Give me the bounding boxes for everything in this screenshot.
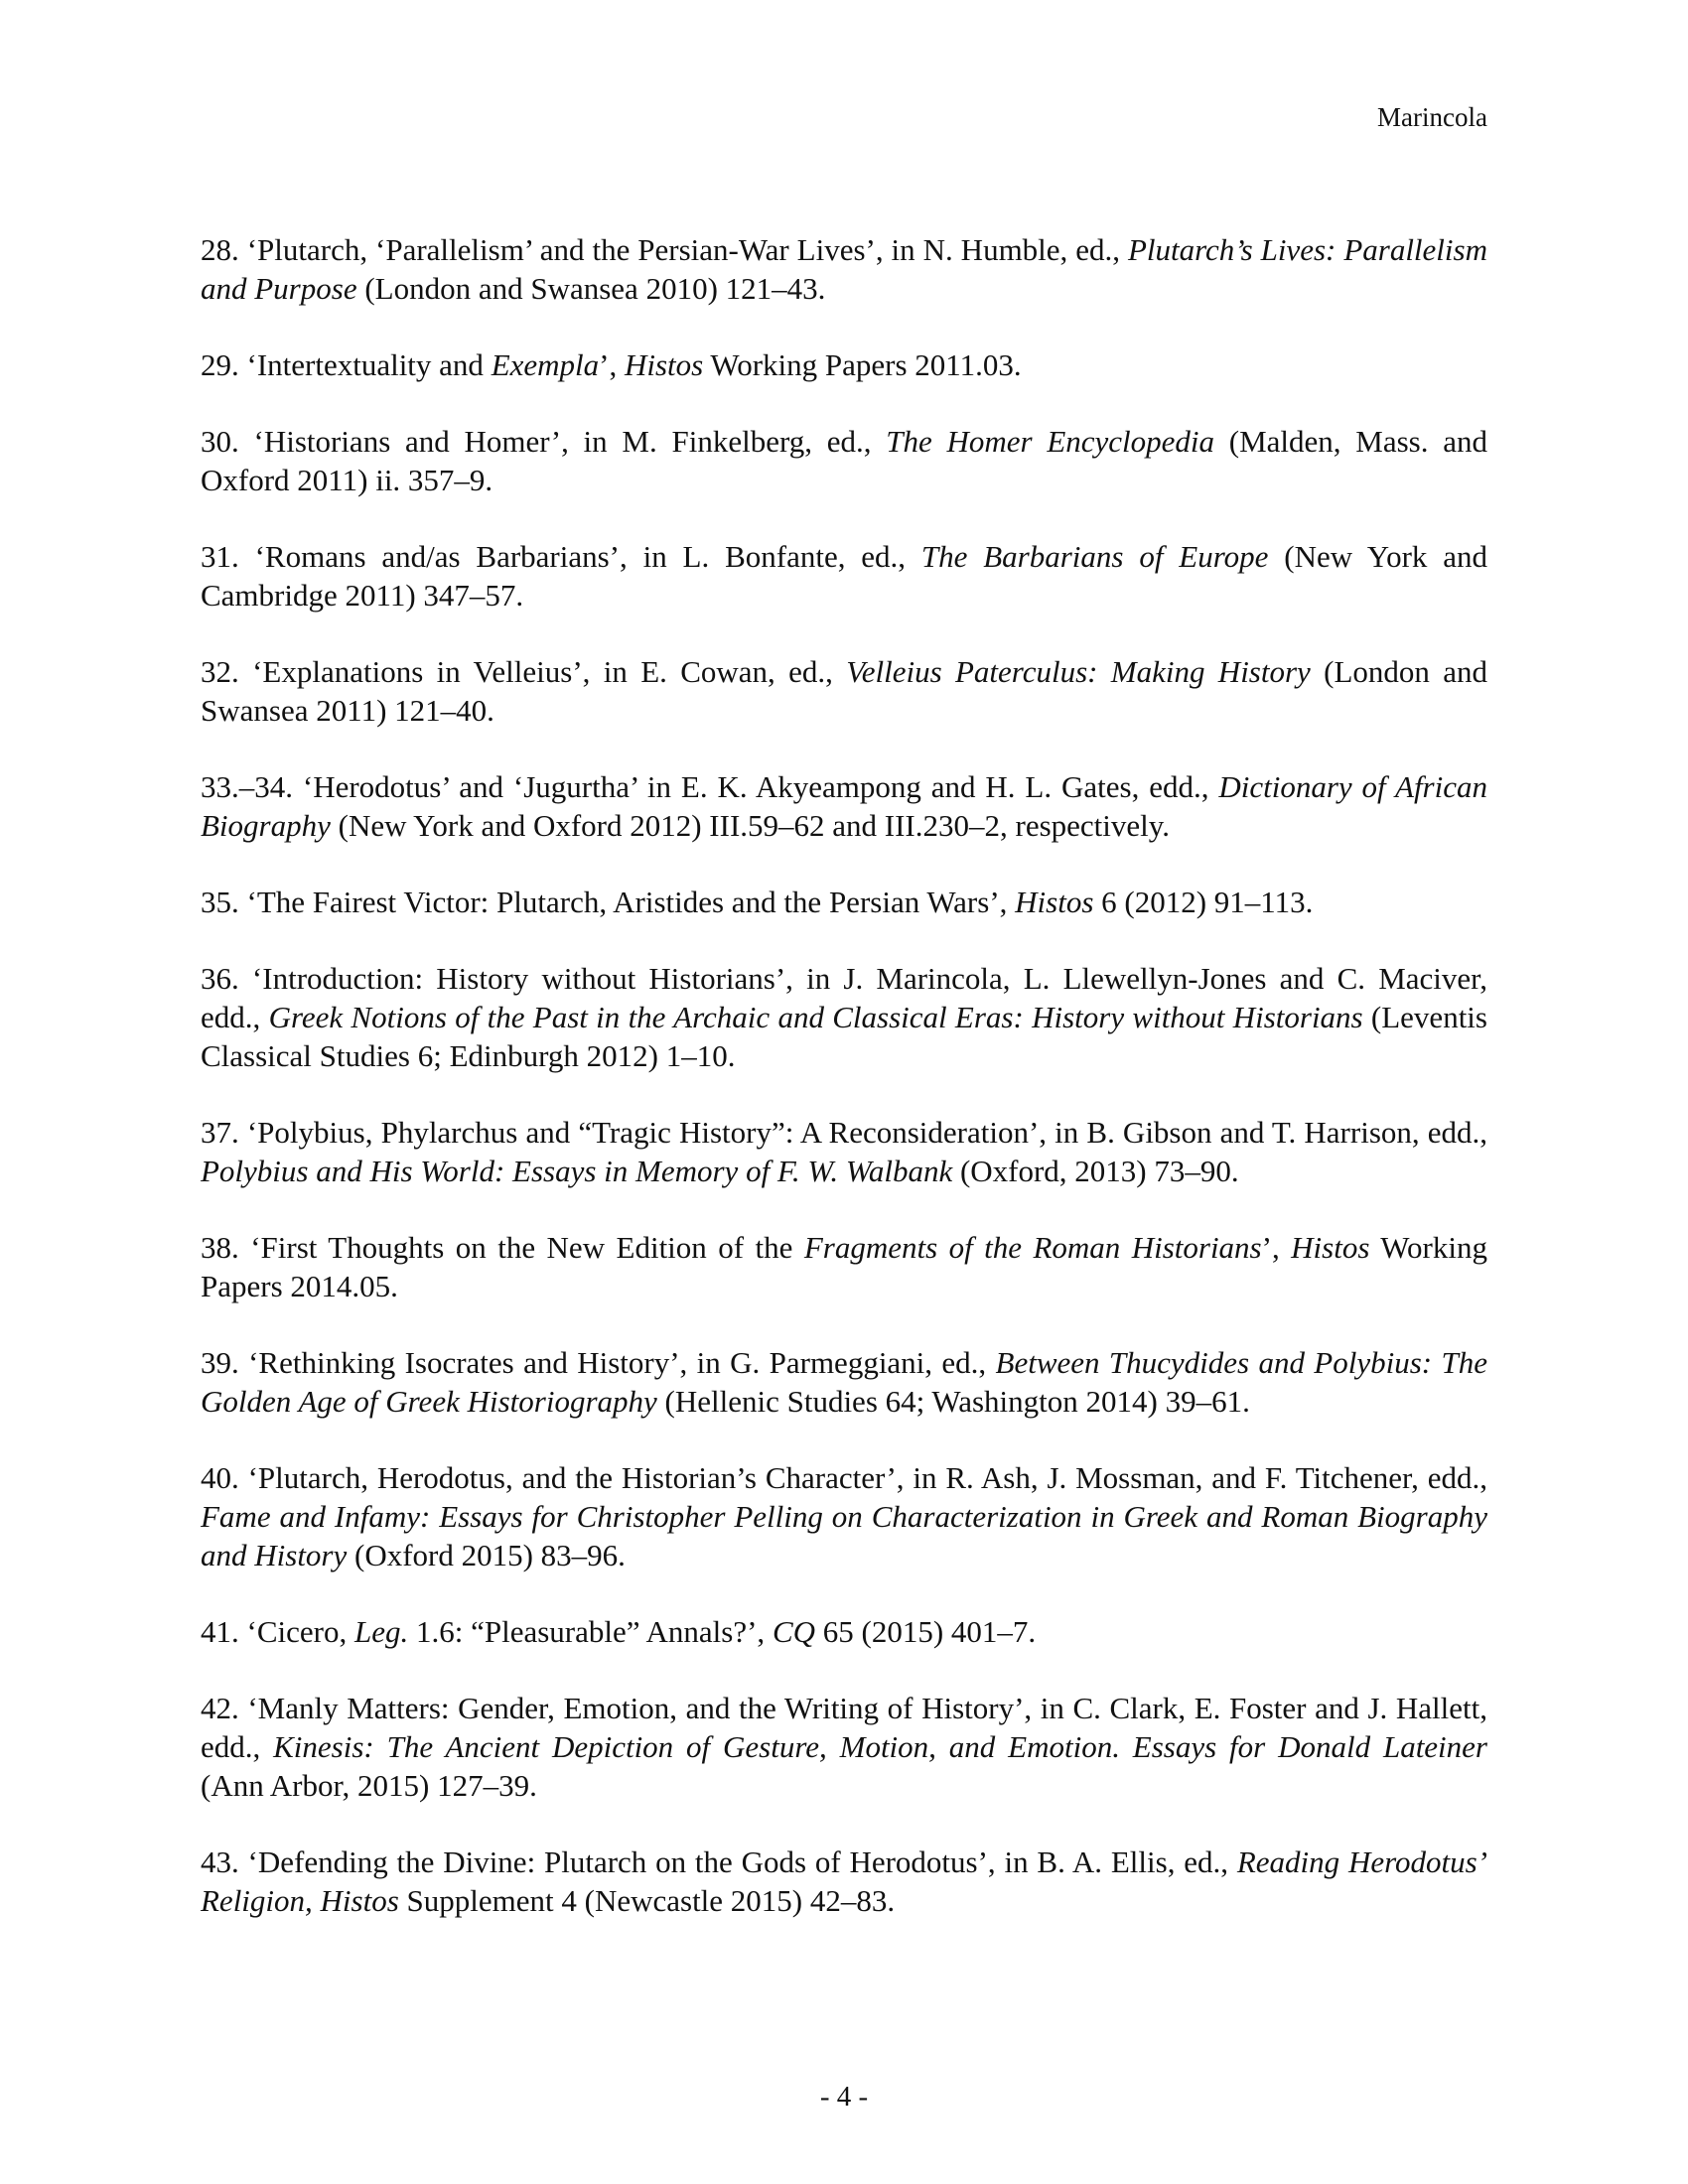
entry-italic-title: CQ: [772, 1614, 816, 1649]
running-header-author: Marincola: [1377, 102, 1487, 132]
entry-italic-title: Exempla: [491, 347, 600, 382]
bibliography-entry: [201, 422, 1487, 499]
entry-text: 37. ‘Polybius, Phylarchus and “Tragic History”: A Reconsideration’, in B. Gibson and T. Harrison, edd.,: [201, 1115, 1487, 1150]
entry-italic-title: Histos: [624, 347, 704, 382]
entry-text: 39. ‘Rethinking Isocrates and History’, in G. Parmeggiani, ed.,: [201, 1345, 996, 1380]
entry-italic-title: Polybius and His World: Essays in Memory of F. W. Walbank: [201, 1154, 953, 1188]
bibliography-entry: [201, 1228, 1487, 1305]
bibliography-entry: [201, 345, 1487, 384]
entry-text: 33.–34. ‘Herodotus’ and ‘Jugurtha’ in E. K. Akyeampong and H. L. Gates, edd.,: [201, 769, 1219, 804]
entry-text: 36. ‘Introduction: History without Historians’, in J. Marincola, L. Llewellyn-Jones and C. Maciver, edd.,: [201, 961, 1487, 1034]
bibliography-entry: [201, 883, 1487, 921]
entry-text: 38. ‘First Thoughts on the New Edition of the: [201, 1230, 804, 1265]
entry-text: 40. ‘Plutarch, Herodotus, and the Historian’s Character’, in R. Ash, J. Mossman, and F. Titchener, edd.,: [201, 1460, 1487, 1495]
entry-italic-title: Dictionary of African Biography: [201, 769, 1487, 843]
entry-italic-title: Plutarch’s Lives: Parallelism and Purpose: [201, 232, 1487, 306]
bibliography-list: [201, 230, 1487, 1958]
bibliography-entry: [201, 537, 1487, 614]
entry-italic-title: Fragments of the Roman Historians: [803, 1230, 1262, 1265]
bibliography-entry: [201, 1843, 1487, 1920]
entry-text: 31. ‘Romans and/as Barbarians’, in L. Bonfante, ed.,: [201, 539, 921, 574]
entry-italic-title: Leg.: [353, 1614, 409, 1649]
entry-text: 1.6: “Pleasurable” Annals?’,: [408, 1614, 773, 1649]
entry-text: ’,: [599, 347, 625, 382]
entry-italic-title: Between Thucydides and Polybius: The Golden Age of Greek Historiography: [201, 1345, 1487, 1419]
entry-text: 65 (2015) 401–7.: [815, 1614, 1037, 1649]
entry-text: (New York and Oxford 2012) III.59–62 and III.230–2, respectively.: [330, 808, 1171, 843]
entry-text: ’,: [1261, 1230, 1292, 1265]
entry-text: (Ann Arbor, 2015) 127–39.: [201, 1768, 537, 1803]
entry-text: (Oxford 2015) 83–96.: [347, 1538, 626, 1572]
entry-italic-title: The Barbarians of Europe: [920, 539, 1269, 574]
bibliography-entry: [201, 230, 1487, 308]
entry-text: (London and Swansea 2010) 121–43.: [356, 271, 826, 306]
bibliography-entry: [201, 1612, 1487, 1651]
entry-text: (Leventis Classical Studies 6; Edinburgh 2012) 1–10.: [201, 1000, 1487, 1073]
entry-italic-title: Reading Herodotus’ Religion, Histos: [201, 1844, 1487, 1918]
bibliography-entry: [201, 1689, 1487, 1805]
bibliography-entry: [201, 767, 1487, 845]
bibliography-entry: [201, 652, 1487, 730]
bibliography-entry: [201, 1458, 1487, 1574]
entry-text: 6 (2012) 91–113.: [1093, 885, 1314, 919]
entry-text: 29. ‘Intertextuality and: [201, 347, 492, 382]
entry-text: (Malden, Mass. and Oxford 2011) ii. 357–9.: [201, 424, 1487, 497]
bibliography-entry: [201, 1113, 1487, 1190]
entry-text: 43. ‘Defending the Divine: Plutarch on the Gods of Herodotus’, in B. A. Ellis, ed.,: [201, 1844, 1237, 1879]
entry-text: 41. ‘Cicero,: [201, 1614, 354, 1649]
bibliography-entry: [201, 1343, 1487, 1421]
entry-italic-title: Greek Notions of the Past in the Archaic and Classical Eras: History without Historians: [268, 1000, 1363, 1034]
entry-text: 28. ‘Plutarch, ‘Parallelism’ and the Persian-War Lives’, in N. Humble, ed.,: [201, 232, 1128, 267]
entry-italic-title: Velleius Paterculus: Making History: [846, 654, 1311, 689]
entry-text: Working Papers 2014.05.: [201, 1230, 1487, 1303]
entry-text: Supplement 4 (Newcastle 2015) 42–83.: [398, 1883, 896, 1918]
bibliography-entry: [201, 959, 1487, 1075]
entry-text: 30. ‘Historians and Homer’, in M. Finkelberg, ed.,: [201, 424, 887, 459]
page-number: - 4 -: [819, 2081, 869, 2113]
entry-text: (London and Swansea 2011) 121–40.: [201, 654, 1487, 728]
entry-text: 42. ‘Manly Matters: Gender, Emotion, and the Writing of History’, in C. Clark, E. Foster and J. Hallett, edd.,: [201, 1691, 1487, 1764]
entry-text: Working Papers 2011.03.: [703, 347, 1022, 382]
entry-italic-title: Histos: [1291, 1230, 1370, 1265]
entry-text: 35. ‘The Fairest Victor: Plutarch, Aristides and the Persian Wars’,: [201, 885, 1016, 919]
entry-italic-title: Histos: [1015, 885, 1094, 919]
entry-italic-title: The Homer Encyclopedia: [886, 424, 1215, 459]
entry-italic-title: Kinesis: The Ancient Depiction of Gesture, Motion, and Emotion. Essays for Donald Lateiner: [273, 1729, 1487, 1764]
entry-italic-title: Fame and Infamy: Essays for Christopher Pelling on Characterization in Greek and Roman Biography and History: [201, 1499, 1487, 1572]
entry-text: (Oxford, 2013) 73–90.: [952, 1154, 1239, 1188]
entry-text: 32. ‘Explanations in Velleius’, in E. Cowan, ed.,: [201, 654, 847, 689]
entry-text: (Hellenic Studies 64; Washington 2014) 39–61.: [656, 1384, 1250, 1419]
entry-text: (New York and Cambridge 2011) 347–57.: [201, 539, 1488, 613]
